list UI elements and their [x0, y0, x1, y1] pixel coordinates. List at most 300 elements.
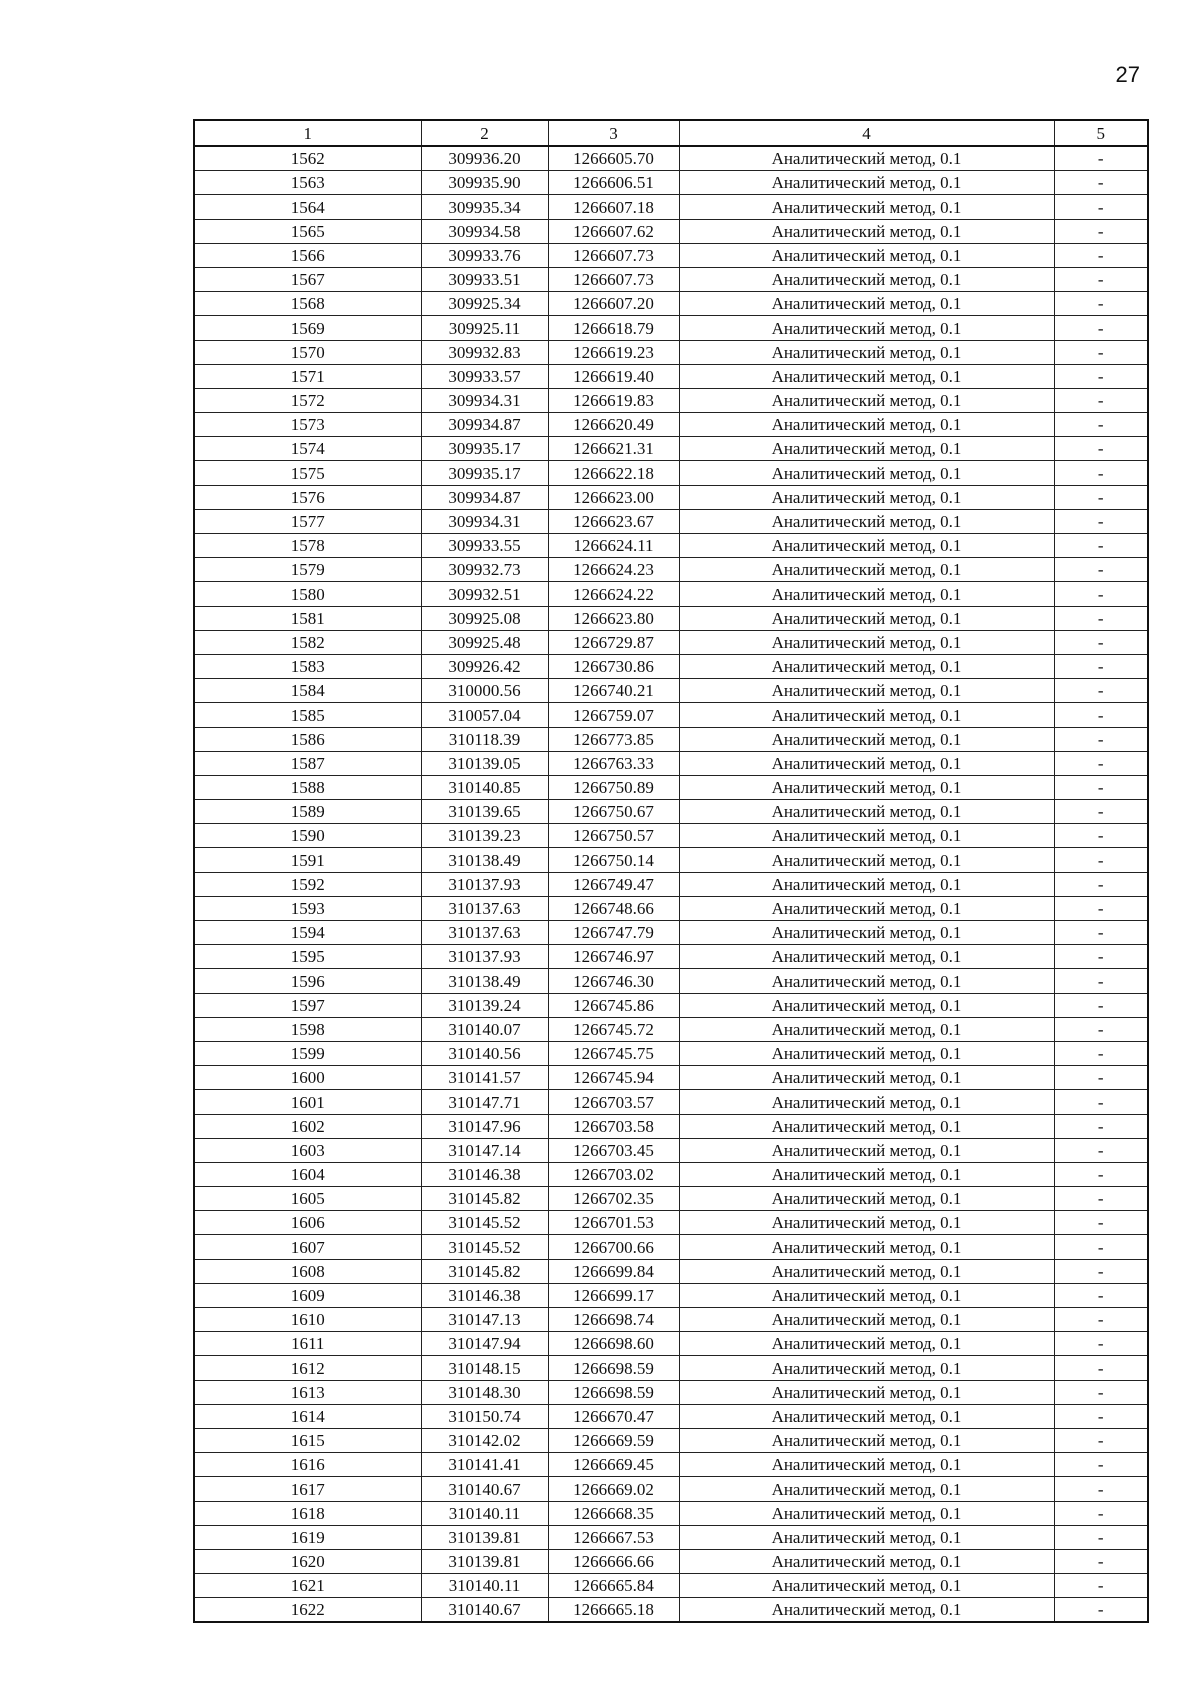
- cell-method: Аналитический метод, 0.1: [679, 1259, 1054, 1283]
- cell-y: 1266745.86: [548, 993, 679, 1017]
- cell-description: -: [1054, 993, 1148, 1017]
- cell-x: 309932.51: [421, 582, 548, 606]
- cell-y: 1266619.40: [548, 364, 679, 388]
- cell-method: Аналитический метод, 0.1: [679, 1017, 1054, 1041]
- cell-x: 309936.20: [421, 146, 548, 171]
- cell-y: 1266773.85: [548, 727, 679, 751]
- cell-x: 310142.02: [421, 1428, 548, 1452]
- cell-point-number: 1594: [194, 921, 421, 945]
- cell-x: 310138.49: [421, 848, 548, 872]
- table-row: [194, 1211, 1148, 1235]
- table-row: [194, 1308, 1148, 1332]
- table-row: [194, 1598, 1148, 1623]
- cell-x: 310150.74: [421, 1404, 548, 1428]
- table-row: [194, 461, 1148, 485]
- cell-method: Аналитический метод, 0.1: [679, 606, 1054, 630]
- table-row: [194, 1066, 1148, 1090]
- cell-y: 1266748.66: [548, 896, 679, 920]
- cell-point-number: 1587: [194, 751, 421, 775]
- cell-description: -: [1054, 243, 1148, 267]
- cell-description: -: [1054, 292, 1148, 316]
- cell-x: 309925.08: [421, 606, 548, 630]
- cell-point-number: 1602: [194, 1114, 421, 1138]
- cell-x: 310148.15: [421, 1356, 548, 1380]
- cell-x: 310139.23: [421, 824, 548, 848]
- table-row: [194, 606, 1148, 630]
- cell-method: Аналитический метод, 0.1: [679, 1211, 1054, 1235]
- cell-y: 1266619.23: [548, 340, 679, 364]
- table-row: [194, 751, 1148, 775]
- table-row: [194, 824, 1148, 848]
- cell-y: 1266745.75: [548, 1041, 679, 1065]
- cell-y: 1266620.49: [548, 413, 679, 437]
- cell-y: 1266669.45: [548, 1453, 679, 1477]
- cell-y: 1266607.73: [548, 243, 679, 267]
- cell-point-number: 1564: [194, 195, 421, 219]
- cell-point-number: 1586: [194, 727, 421, 751]
- table-row: [194, 388, 1148, 412]
- cell-description: -: [1054, 146, 1148, 171]
- table-row: [194, 364, 1148, 388]
- cell-point-number: 1565: [194, 219, 421, 243]
- cell-method: Аналитический метод, 0.1: [679, 800, 1054, 824]
- cell-x: 310146.38: [421, 1283, 548, 1307]
- cell-description: -: [1054, 195, 1148, 219]
- cell-description: -: [1054, 703, 1148, 727]
- cell-point-number: 1600: [194, 1066, 421, 1090]
- cell-y: 1266666.66: [548, 1549, 679, 1573]
- cell-y: 1266623.67: [548, 509, 679, 533]
- cell-point-number: 1608: [194, 1259, 421, 1283]
- table-row: [194, 243, 1148, 267]
- table-row: [194, 1162, 1148, 1186]
- cell-x: 309934.31: [421, 388, 548, 412]
- cell-description: -: [1054, 340, 1148, 364]
- table-row: [194, 1525, 1148, 1549]
- cell-y: 1266668.35: [548, 1501, 679, 1525]
- cell-method: Аналитический метод, 0.1: [679, 195, 1054, 219]
- cell-x: 310137.63: [421, 921, 548, 945]
- cell-y: 1266700.66: [548, 1235, 679, 1259]
- cell-description: -: [1054, 896, 1148, 920]
- cell-y: 1266605.70: [548, 146, 679, 171]
- table-row: [194, 872, 1148, 896]
- header-cell-x: 2: [421, 120, 548, 146]
- table-row: [194, 267, 1148, 291]
- cell-point-number: 1617: [194, 1477, 421, 1501]
- cell-y: 1266698.59: [548, 1356, 679, 1380]
- cell-description: -: [1054, 364, 1148, 388]
- cell-method: Аналитический метод, 0.1: [679, 1114, 1054, 1138]
- cell-x: 310145.82: [421, 1259, 548, 1283]
- cell-point-number: 1568: [194, 292, 421, 316]
- table-row: [194, 534, 1148, 558]
- cell-description: -: [1054, 1235, 1148, 1259]
- cell-description: -: [1054, 267, 1148, 291]
- cell-description: -: [1054, 1259, 1148, 1283]
- cell-x: 310139.81: [421, 1549, 548, 1573]
- cell-description: -: [1054, 558, 1148, 582]
- table-row: [194, 800, 1148, 824]
- cell-method: Аналитический метод, 0.1: [679, 1380, 1054, 1404]
- table-row: [194, 413, 1148, 437]
- cell-point-number: 1573: [194, 413, 421, 437]
- cell-point-number: 1579: [194, 558, 421, 582]
- cell-method: Аналитический метод, 0.1: [679, 921, 1054, 945]
- cell-x: 310148.30: [421, 1380, 548, 1404]
- cell-x: 309935.34: [421, 195, 548, 219]
- cell-y: 1266746.30: [548, 969, 679, 993]
- cell-description: -: [1054, 437, 1148, 461]
- cell-description: -: [1054, 800, 1148, 824]
- cell-x: 310147.71: [421, 1090, 548, 1114]
- cell-description: -: [1054, 606, 1148, 630]
- cell-y: 1266703.45: [548, 1138, 679, 1162]
- cell-method: Аналитический метод, 0.1: [679, 219, 1054, 243]
- cell-method: Аналитический метод, 0.1: [679, 1235, 1054, 1259]
- cell-x: 310147.14: [421, 1138, 548, 1162]
- table-row: [194, 437, 1148, 461]
- cell-point-number: 1601: [194, 1090, 421, 1114]
- table-row: [194, 848, 1148, 872]
- table-row: [194, 945, 1148, 969]
- cell-point-number: 1567: [194, 267, 421, 291]
- cell-point-number: 1591: [194, 848, 421, 872]
- cell-y: 1266670.47: [548, 1404, 679, 1428]
- header-row: [194, 120, 1148, 146]
- cell-method: Аналитический метод, 0.1: [679, 1187, 1054, 1211]
- cell-point-number: 1612: [194, 1356, 421, 1380]
- cell-description: -: [1054, 1283, 1148, 1307]
- cell-method: Аналитический метод, 0.1: [679, 267, 1054, 291]
- table-row: [194, 775, 1148, 799]
- cell-point-number: 1596: [194, 969, 421, 993]
- cell-description: -: [1054, 727, 1148, 751]
- cell-method: Аналитический метод, 0.1: [679, 1598, 1054, 1623]
- cell-method: Аналитический метод, 0.1: [679, 727, 1054, 751]
- table-row: [194, 1114, 1148, 1138]
- table-row: [194, 630, 1148, 654]
- cell-y: 1266703.58: [548, 1114, 679, 1138]
- cell-method: Аналитический метод, 0.1: [679, 679, 1054, 703]
- cell-description: -: [1054, 1041, 1148, 1065]
- cell-y: 1266669.59: [548, 1428, 679, 1452]
- cell-description: -: [1054, 872, 1148, 896]
- cell-x: 309935.17: [421, 461, 548, 485]
- cell-y: 1266667.53: [548, 1525, 679, 1549]
- cell-x: 310146.38: [421, 1162, 548, 1186]
- cell-description: -: [1054, 1138, 1148, 1162]
- cell-point-number: 1605: [194, 1187, 421, 1211]
- cell-y: 1266703.02: [548, 1162, 679, 1186]
- cell-method: Аналитический метод, 0.1: [679, 340, 1054, 364]
- cell-x: 310140.11: [421, 1501, 548, 1525]
- cell-y: 1266622.18: [548, 461, 679, 485]
- cell-point-number: 1598: [194, 1017, 421, 1041]
- cell-point-number: 1609: [194, 1283, 421, 1307]
- cell-y: 1266750.57: [548, 824, 679, 848]
- cell-description: -: [1054, 1066, 1148, 1090]
- cell-y: 1266607.18: [548, 195, 679, 219]
- cell-method: Аналитический метод, 0.1: [679, 945, 1054, 969]
- cell-description: -: [1054, 1162, 1148, 1186]
- cell-description: -: [1054, 775, 1148, 799]
- cell-point-number: 1580: [194, 582, 421, 606]
- cell-method: Аналитический метод, 0.1: [679, 171, 1054, 195]
- cell-x: 310139.05: [421, 751, 548, 775]
- cell-point-number: 1593: [194, 896, 421, 920]
- cell-method: Аналитический метод, 0.1: [679, 1090, 1054, 1114]
- table-row: [194, 727, 1148, 751]
- cell-y: 1266702.35: [548, 1187, 679, 1211]
- cell-y: 1266745.94: [548, 1066, 679, 1090]
- cell-point-number: 1563: [194, 171, 421, 195]
- cell-point-number: 1574: [194, 437, 421, 461]
- cell-point-number: 1578: [194, 534, 421, 558]
- cell-y: 1266669.02: [548, 1477, 679, 1501]
- cell-method: Аналитический метод, 0.1: [679, 896, 1054, 920]
- cell-x: 310057.04: [421, 703, 548, 727]
- cell-x: 309934.58: [421, 219, 548, 243]
- coordinates-table: [193, 119, 1149, 1623]
- cell-y: 1266619.83: [548, 388, 679, 412]
- cell-x: 310140.67: [421, 1477, 548, 1501]
- cell-description: -: [1054, 1380, 1148, 1404]
- cell-y: 1266623.00: [548, 485, 679, 509]
- cell-description: -: [1054, 824, 1148, 848]
- cell-point-number: 1588: [194, 775, 421, 799]
- cell-point-number: 1613: [194, 1380, 421, 1404]
- cell-y: 1266621.31: [548, 437, 679, 461]
- cell-method: Аналитический метод, 0.1: [679, 1041, 1054, 1065]
- cell-y: 1266624.22: [548, 582, 679, 606]
- cell-point-number: 1615: [194, 1428, 421, 1452]
- cell-point-number: 1575: [194, 461, 421, 485]
- table-row: [194, 1380, 1148, 1404]
- table-row: [194, 171, 1148, 195]
- cell-method: Аналитический метод, 0.1: [679, 1549, 1054, 1573]
- table-row: [194, 1404, 1148, 1428]
- cell-x: 309933.57: [421, 364, 548, 388]
- cell-method: Аналитический метод, 0.1: [679, 558, 1054, 582]
- cell-description: -: [1054, 316, 1148, 340]
- cell-x: 309935.17: [421, 437, 548, 461]
- cell-y: 1266701.53: [548, 1211, 679, 1235]
- cell-description: -: [1054, 534, 1148, 558]
- cell-description: -: [1054, 1477, 1148, 1501]
- cell-x: 309925.34: [421, 292, 548, 316]
- cell-method: Аналитический метод, 0.1: [679, 969, 1054, 993]
- cell-method: Аналитический метод, 0.1: [679, 582, 1054, 606]
- table-row: [194, 1453, 1148, 1477]
- table-row: [194, 654, 1148, 678]
- cell-description: -: [1054, 1187, 1148, 1211]
- cell-y: 1266729.87: [548, 630, 679, 654]
- cell-description: -: [1054, 461, 1148, 485]
- cell-point-number: 1590: [194, 824, 421, 848]
- cell-x: 309935.90: [421, 171, 548, 195]
- cell-x: 310000.56: [421, 679, 548, 703]
- cell-y: 1266618.79: [548, 316, 679, 340]
- cell-description: -: [1054, 1453, 1148, 1477]
- cell-y: 1266699.17: [548, 1283, 679, 1307]
- header-cell-description: 5: [1054, 120, 1148, 146]
- table-row: [194, 195, 1148, 219]
- cell-description: -: [1054, 921, 1148, 945]
- cell-description: -: [1054, 969, 1148, 993]
- header-cell-point-number: 1: [194, 120, 421, 146]
- cell-x: 310140.56: [421, 1041, 548, 1065]
- cell-description: -: [1054, 1308, 1148, 1332]
- table-row: [194, 146, 1148, 171]
- cell-method: Аналитический метод, 0.1: [679, 1574, 1054, 1598]
- cell-point-number: 1622: [194, 1598, 421, 1623]
- cell-point-number: 1616: [194, 1453, 421, 1477]
- cell-method: Аналитический метод, 0.1: [679, 1283, 1054, 1307]
- cell-point-number: 1595: [194, 945, 421, 969]
- cell-y: 1266740.21: [548, 679, 679, 703]
- cell-description: -: [1054, 582, 1148, 606]
- cell-y: 1266730.86: [548, 654, 679, 678]
- cell-point-number: 1585: [194, 703, 421, 727]
- cell-x: 310147.96: [421, 1114, 548, 1138]
- table-row: [194, 340, 1148, 364]
- cell-point-number: 1584: [194, 679, 421, 703]
- cell-point-number: 1570: [194, 340, 421, 364]
- cell-x: 310145.82: [421, 1187, 548, 1211]
- table-row: [194, 509, 1148, 533]
- table-row: [194, 1477, 1148, 1501]
- cell-x: 310140.67: [421, 1598, 548, 1623]
- cell-point-number: 1592: [194, 872, 421, 896]
- cell-x: 310140.07: [421, 1017, 548, 1041]
- cell-method: Аналитический метод, 0.1: [679, 485, 1054, 509]
- table-row: [194, 1017, 1148, 1041]
- cell-point-number: 1571: [194, 364, 421, 388]
- cell-method: Аналитический метод, 0.1: [679, 413, 1054, 437]
- table-row: [194, 1235, 1148, 1259]
- table-row: [194, 921, 1148, 945]
- table-row: [194, 1041, 1148, 1065]
- cell-point-number: 1577: [194, 509, 421, 533]
- page-number: 27: [1115, 62, 1140, 87]
- cell-description: -: [1054, 848, 1148, 872]
- cell-point-number: 1589: [194, 800, 421, 824]
- cell-y: 1266746.97: [548, 945, 679, 969]
- cell-description: -: [1054, 171, 1148, 195]
- table-row: [194, 1259, 1148, 1283]
- header-cell-method: 4: [679, 120, 1054, 146]
- table-row: [194, 1574, 1148, 1598]
- table-row: [194, 316, 1148, 340]
- cell-description: -: [1054, 751, 1148, 775]
- table-row: [194, 1549, 1148, 1573]
- cell-x: 309934.87: [421, 413, 548, 437]
- cell-x: 310137.93: [421, 945, 548, 969]
- cell-method: Аналитический метод, 0.1: [679, 364, 1054, 388]
- cell-point-number: 1599: [194, 1041, 421, 1065]
- cell-description: -: [1054, 485, 1148, 509]
- cell-method: Аналитический метод, 0.1: [679, 243, 1054, 267]
- table-row: [194, 1283, 1148, 1307]
- cell-x: 310141.41: [421, 1453, 548, 1477]
- cell-y: 1266698.74: [548, 1308, 679, 1332]
- cell-method: Аналитический метод, 0.1: [679, 1066, 1054, 1090]
- cell-description: -: [1054, 1549, 1148, 1573]
- cell-x: 310147.94: [421, 1332, 548, 1356]
- cell-point-number: 1581: [194, 606, 421, 630]
- cell-method: Аналитический метод, 0.1: [679, 509, 1054, 533]
- cell-y: 1266750.89: [548, 775, 679, 799]
- cell-method: Аналитический метод, 0.1: [679, 1138, 1054, 1162]
- cell-method: Аналитический метод, 0.1: [679, 848, 1054, 872]
- cell-y: 1266665.18: [548, 1598, 679, 1623]
- cell-y: 1266749.47: [548, 872, 679, 896]
- cell-y: 1266606.51: [548, 171, 679, 195]
- cell-point-number: 1566: [194, 243, 421, 267]
- cell-x: 310137.93: [421, 872, 548, 896]
- table-row: [194, 219, 1148, 243]
- cell-method: Аналитический метод, 0.1: [679, 316, 1054, 340]
- cell-method: Аналитический метод, 0.1: [679, 775, 1054, 799]
- cell-point-number: 1562: [194, 146, 421, 171]
- header-cell-y: 3: [548, 120, 679, 146]
- cell-method: Аналитический метод, 0.1: [679, 993, 1054, 1017]
- cell-point-number: 1621: [194, 1574, 421, 1598]
- cell-method: Аналитический метод, 0.1: [679, 654, 1054, 678]
- cell-x: 310118.39: [421, 727, 548, 751]
- cell-point-number: 1607: [194, 1235, 421, 1259]
- cell-description: -: [1054, 1525, 1148, 1549]
- cell-x: 309932.83: [421, 340, 548, 364]
- cell-description: -: [1054, 1332, 1148, 1356]
- cell-x: 310137.63: [421, 896, 548, 920]
- cell-y: 1266703.57: [548, 1090, 679, 1114]
- cell-point-number: 1576: [194, 485, 421, 509]
- cell-method: Аналитический метод, 0.1: [679, 1404, 1054, 1428]
- cell-point-number: 1618: [194, 1501, 421, 1525]
- cell-method: Аналитический метод, 0.1: [679, 703, 1054, 727]
- cell-description: -: [1054, 219, 1148, 243]
- cell-description: -: [1054, 1501, 1148, 1525]
- table-row: [194, 969, 1148, 993]
- cell-point-number: 1603: [194, 1138, 421, 1162]
- cell-x: 309934.31: [421, 509, 548, 533]
- cell-point-number: 1619: [194, 1525, 421, 1549]
- cell-point-number: 1583: [194, 654, 421, 678]
- cell-method: Аналитический метод, 0.1: [679, 1525, 1054, 1549]
- cell-y: 1266745.72: [548, 1017, 679, 1041]
- cell-y: 1266750.14: [548, 848, 679, 872]
- cell-x: 309933.51: [421, 267, 548, 291]
- cell-method: Аналитический метод, 0.1: [679, 1162, 1054, 1186]
- cell-method: Аналитический метод, 0.1: [679, 1332, 1054, 1356]
- table-row: [194, 1332, 1148, 1356]
- cell-y: 1266698.60: [548, 1332, 679, 1356]
- cell-y: 1266750.67: [548, 800, 679, 824]
- cell-method: Аналитический метод, 0.1: [679, 461, 1054, 485]
- cell-y: 1266624.23: [548, 558, 679, 582]
- table-row: [194, 703, 1148, 727]
- cell-point-number: 1572: [194, 388, 421, 412]
- table-row: [194, 292, 1148, 316]
- cell-method: Аналитический метод, 0.1: [679, 388, 1054, 412]
- cell-description: -: [1054, 1356, 1148, 1380]
- cell-description: -: [1054, 1114, 1148, 1138]
- cell-x: 310139.81: [421, 1525, 548, 1549]
- cell-x: 310140.85: [421, 775, 548, 799]
- cell-x: 309925.48: [421, 630, 548, 654]
